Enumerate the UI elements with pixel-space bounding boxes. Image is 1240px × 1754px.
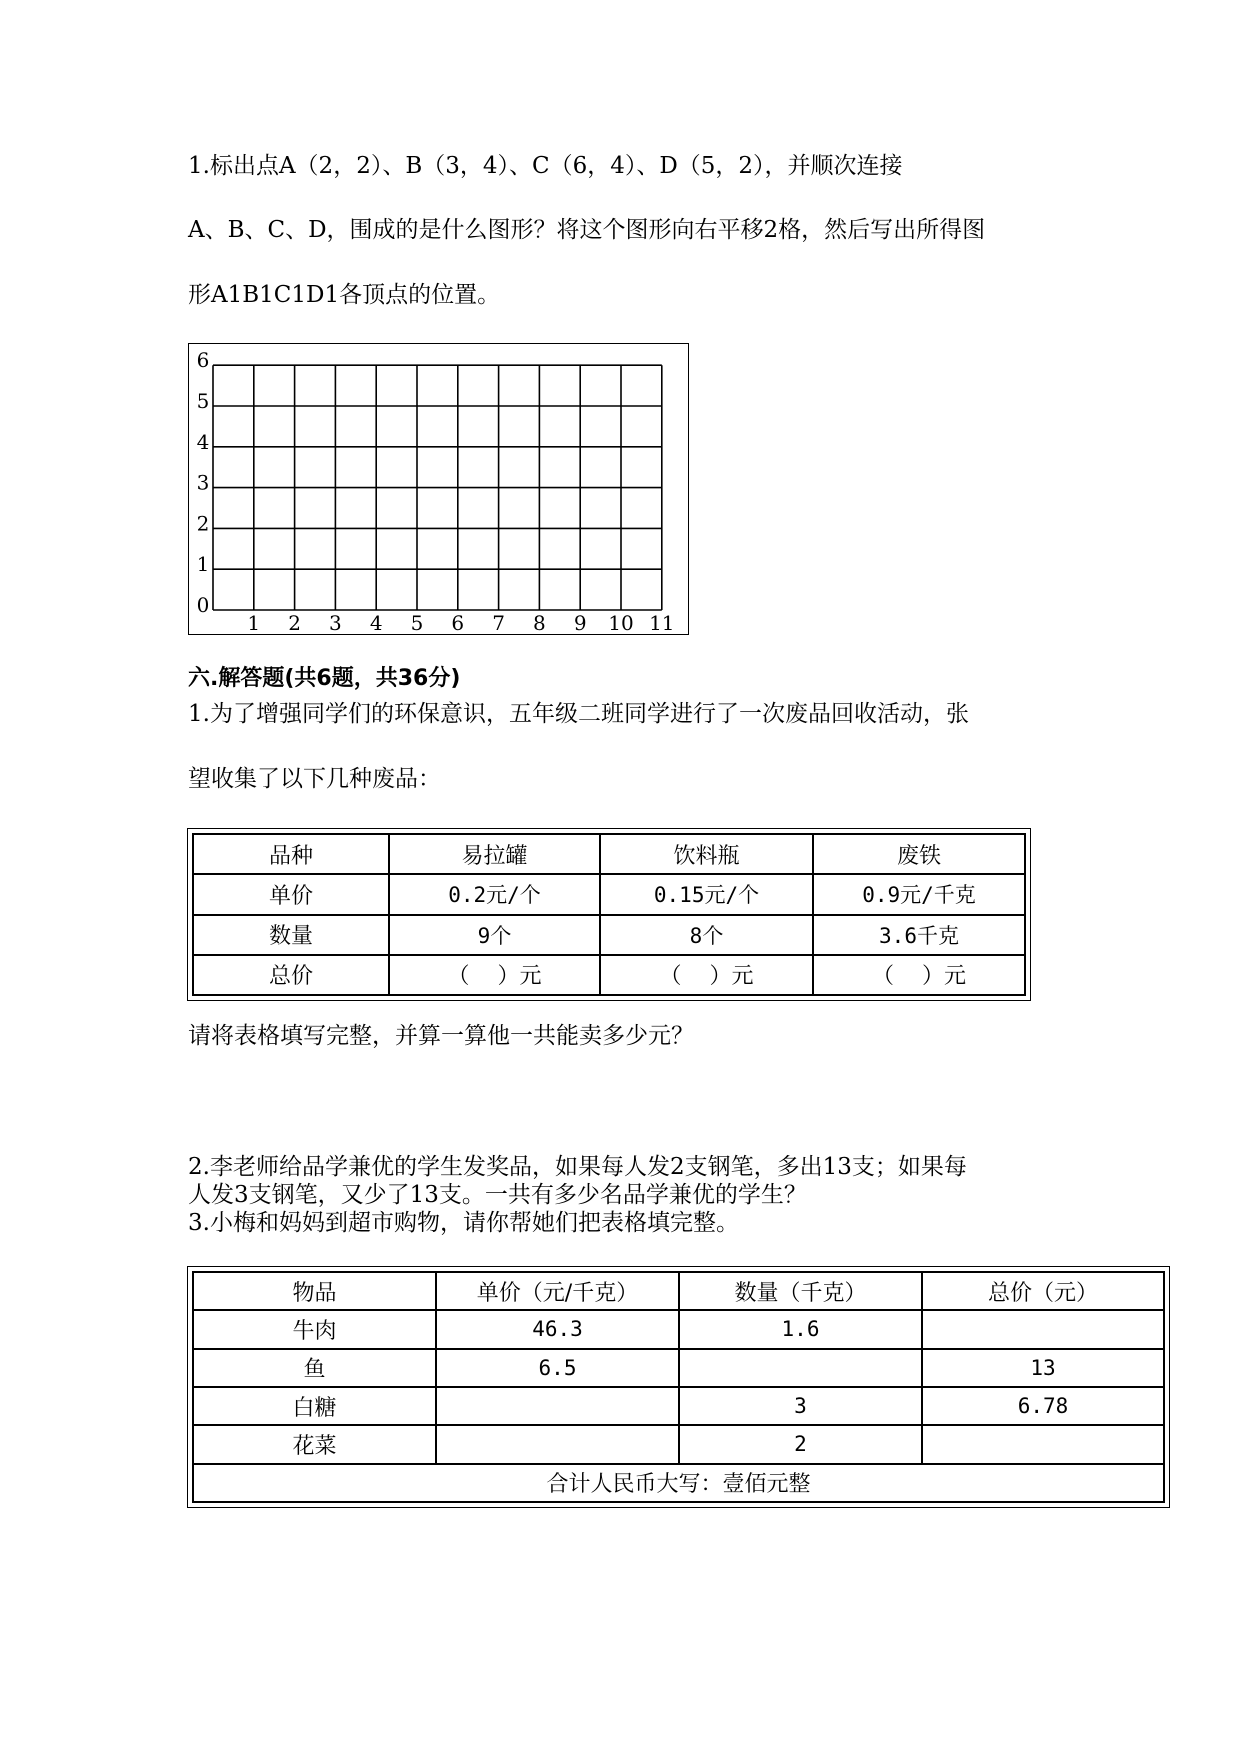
table-cell: 0.9元/千克 (813, 874, 1025, 914)
table-cell: 牛肉 (193, 1310, 436, 1348)
coordinate-grid (188, 343, 689, 635)
blank-cell[interactable]: （ ）元 (600, 955, 813, 995)
q2-line-1: 2.李老师给品学兼优的学生发奖品，如果每人发2支钢笔，多出13支；如果每 (188, 1154, 967, 1180)
q1-line-1: 1.为了增强同学们的环保意识，五年级二班同学进行了一次废品回收活动，张 (188, 701, 969, 727)
table-cell: 3.6千克 (813, 915, 1025, 955)
table-row (193, 1425, 1164, 1463)
table-row (193, 1272, 1164, 1310)
table-cell: 废铁 (813, 834, 1025, 874)
table-cell: 总价（元） (922, 1272, 1164, 1310)
blank-cell[interactable] (922, 1425, 1164, 1463)
x-tick-label: 3 (329, 611, 342, 634)
table-cell: 8个 (600, 915, 813, 955)
q-coord-line-3: 形A1B1C1D1各顶点的位置。 (188, 282, 501, 308)
table-cell: 1.6 (679, 1310, 922, 1348)
x-tick-label: 4 (369, 611, 383, 634)
x-tick-label: 7 (492, 611, 505, 634)
table-row (193, 874, 1025, 914)
waste-table (187, 828, 1031, 1001)
total-amount-cell: 合计人民币大写：壹佰元整 (193, 1464, 1164, 1502)
y-tick-label: 4 (196, 429, 210, 454)
table-cell: 2 (679, 1425, 922, 1463)
y-tick-label: 3 (196, 470, 210, 495)
table-cell: 花菜 (193, 1425, 436, 1463)
q1-line-2: 望收集了以下几种废品： (188, 766, 441, 792)
table-cell: 13 (922, 1349, 1164, 1387)
table-row (193, 1310, 1164, 1348)
x-tick-label: 6 (451, 611, 465, 634)
shopping-table (187, 1266, 1170, 1508)
table-cell: 数量 (193, 915, 389, 955)
table-cell: 数量（千克） (679, 1272, 922, 1310)
table-cell: 3 (679, 1387, 922, 1425)
q3-line-1: 3.小梅和妈妈到超市购物，请你帮她们把表格填完整。 (188, 1210, 739, 1236)
table-row (193, 834, 1025, 874)
x-tick-label: 11 (649, 611, 675, 634)
x-tick-label: 2 (288, 611, 301, 634)
blank-cell[interactable] (679, 1349, 922, 1387)
table-row (193, 955, 1025, 995)
table-cell: 易拉罐 (389, 834, 600, 874)
blank-cell[interactable] (922, 1310, 1164, 1348)
blank-cell[interactable] (436, 1387, 679, 1425)
table-row (193, 1464, 1164, 1502)
y-tick-label: 1 (196, 552, 210, 577)
x-tick-label: 5 (410, 611, 424, 634)
table-cell: 单价（元/千克） (436, 1272, 679, 1310)
table-cell: 单价 (193, 874, 389, 914)
y-tick-label: 2 (196, 511, 210, 536)
table-cell: 白糖 (193, 1387, 436, 1425)
waste-table-grid (192, 833, 1026, 996)
blank-cell[interactable]: （ ）元 (389, 955, 600, 995)
q1-question: 请将表格填写完整，并算一算他一共能卖多少元？ (188, 1023, 694, 1049)
table-row (193, 915, 1025, 955)
blank-cell[interactable] (436, 1425, 679, 1463)
q-coord-line-2: A、B、C、D，围成的是什么图形？将这个图形向右平移2格，然后写出所得图 (188, 217, 986, 243)
table-cell: 饮料瓶 (600, 834, 813, 874)
table-cell: 46.3 (436, 1310, 679, 1348)
table-cell: 总价 (193, 955, 389, 995)
table-row (193, 1349, 1164, 1387)
table-cell: 品种 (193, 834, 389, 874)
coordinate-grid-svg (189, 344, 688, 634)
y-tick-label: 6 (196, 348, 210, 373)
x-tick-label: 1 (247, 611, 261, 634)
section-heading: 六.解答题(共6题，共36分) (188, 666, 461, 691)
x-tick-label: 9 (573, 611, 587, 634)
table-cell: 9个 (389, 915, 600, 955)
q-coord-line-1: 1.标出点A（2，2）、B（3，4）、C（6，4）、D（5，2），并顺次连接 (188, 153, 903, 179)
table-cell: 物品 (193, 1272, 436, 1310)
table-cell: 0.2元/个 (389, 874, 600, 914)
y-tick-label: 0 (196, 593, 210, 617)
table-cell: 0.15元/个 (600, 874, 813, 914)
x-tick-label: 10 (608, 611, 634, 634)
table-row (193, 1387, 1164, 1425)
table-cell: 6.5 (436, 1349, 679, 1387)
table-cell: 鱼 (193, 1349, 436, 1387)
table-cell: 6.78 (922, 1387, 1164, 1425)
blank-cell[interactable]: （ ）元 (813, 955, 1025, 995)
shopping-table-grid (192, 1271, 1165, 1503)
q2-line-2: 人发3支钢笔，又少了13支。一共有多少名品学兼优的学生？ (188, 1182, 807, 1208)
x-tick-label: 8 (533, 611, 546, 634)
y-tick-label: 5 (196, 389, 210, 413)
